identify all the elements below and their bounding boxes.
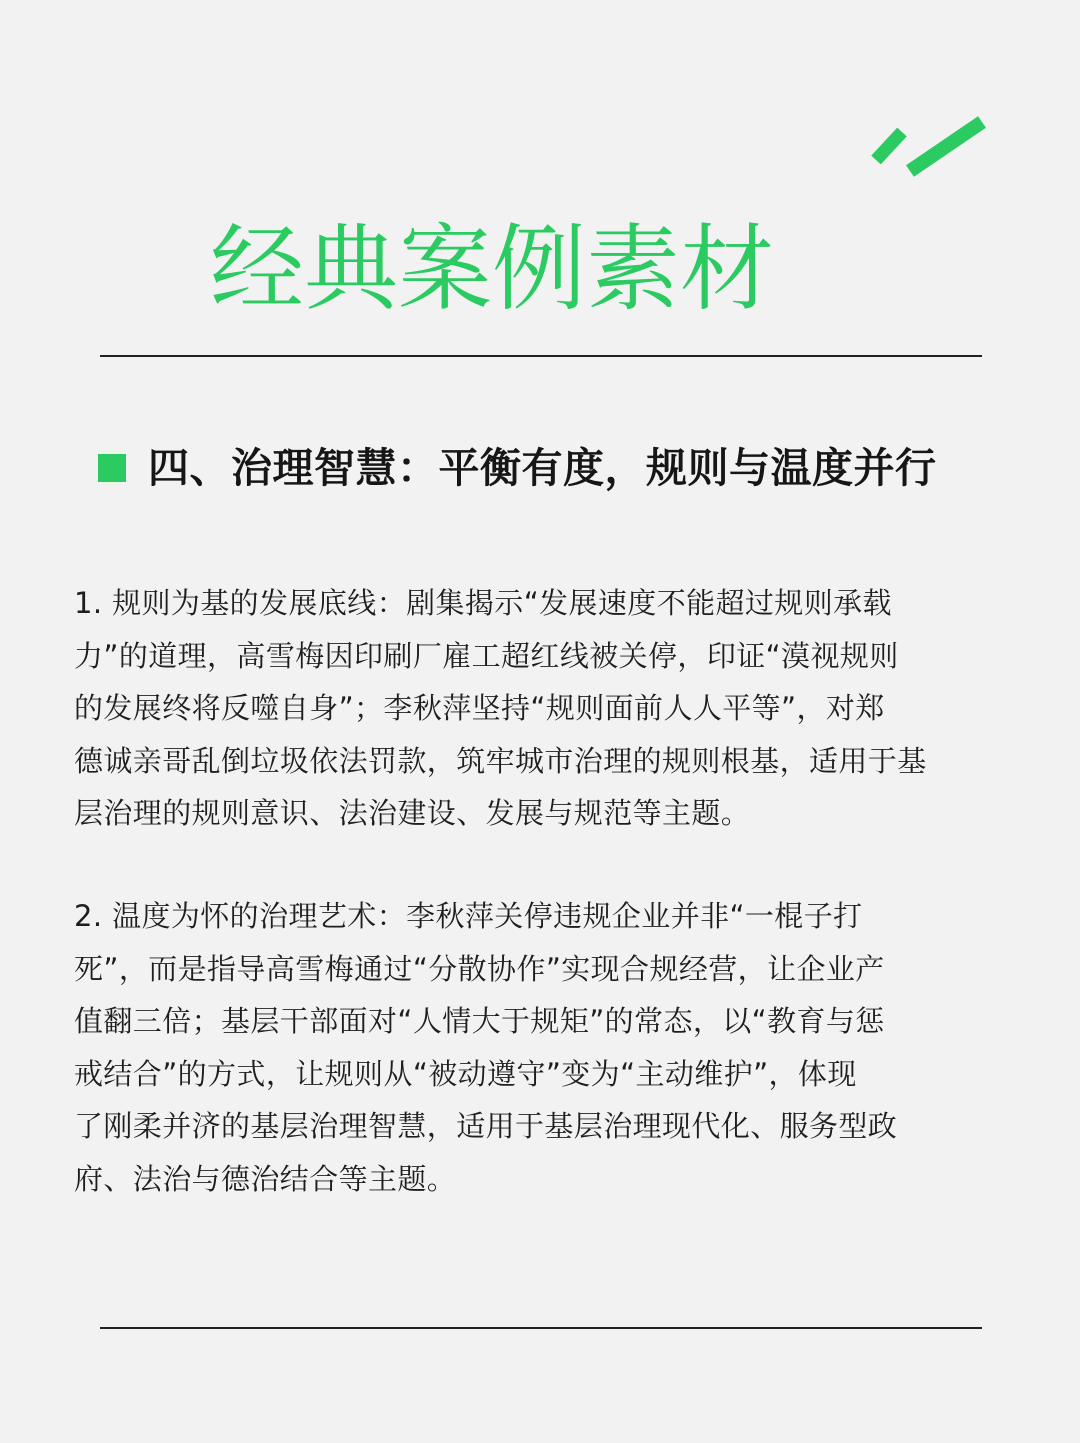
long-slash-stroke xyxy=(910,122,982,171)
square-bullet-icon xyxy=(98,454,126,482)
paragraph-1 xyxy=(74,577,1006,840)
paragraph-line: 力”的道理，高雪梅因印刷厂雇工超红线被关停，印证“漠视规则 xyxy=(74,638,899,673)
paragraph-line: 1. 规则为基的发展底线：剧集揭示“发展速度不能超过规则承载 xyxy=(74,586,892,620)
paragraph-line: 死”，而是指导高雪梅通过“分散协作”实现合规经营，让企业产 xyxy=(74,951,885,986)
section-heading xyxy=(98,436,937,500)
section-heading-text: 四、治理智慧：平衡有度，规则与温度并行 xyxy=(148,444,937,492)
paragraph-line: 德诚亲哥乱倒垃圾依法罚款，筑牢城市治理的规则根基，适用于基 xyxy=(74,743,927,778)
paragraph-line: 值翻三倍；基层干部面对“人情大于规矩”的常态，以“教育与惩 xyxy=(74,1004,885,1038)
paragraph-line: 2. 温度为怀的治理艺术：李秋萍关停违规企业并非“一棍子打 xyxy=(74,899,863,933)
page-title: 经典案例素材 xyxy=(210,215,775,324)
paragraph-line: 府、法治与德治结合等主题。 xyxy=(74,1161,457,1196)
paragraph-line: 的发展终将反噬自身”；李秋萍坚持“规则面前人人平等”，对郑 xyxy=(74,691,885,725)
double-slash-icon xyxy=(862,108,1002,198)
paragraph-2 xyxy=(74,890,1006,1205)
paragraph-line: 戒结合”的方式，让规则从“被动遵守”变为“主动维护”，体现 xyxy=(74,1056,857,1091)
short-slash-stroke xyxy=(876,132,902,160)
paragraph-line: 了刚柔并济的基层治理智慧，适用于基层治理现代化、服务型政 xyxy=(74,1109,898,1143)
bottom-divider xyxy=(100,1327,982,1329)
paragraph-line: 层治理的规则意识、法治建设、发展与规范等主题。 xyxy=(74,796,751,830)
top-divider xyxy=(100,355,982,357)
